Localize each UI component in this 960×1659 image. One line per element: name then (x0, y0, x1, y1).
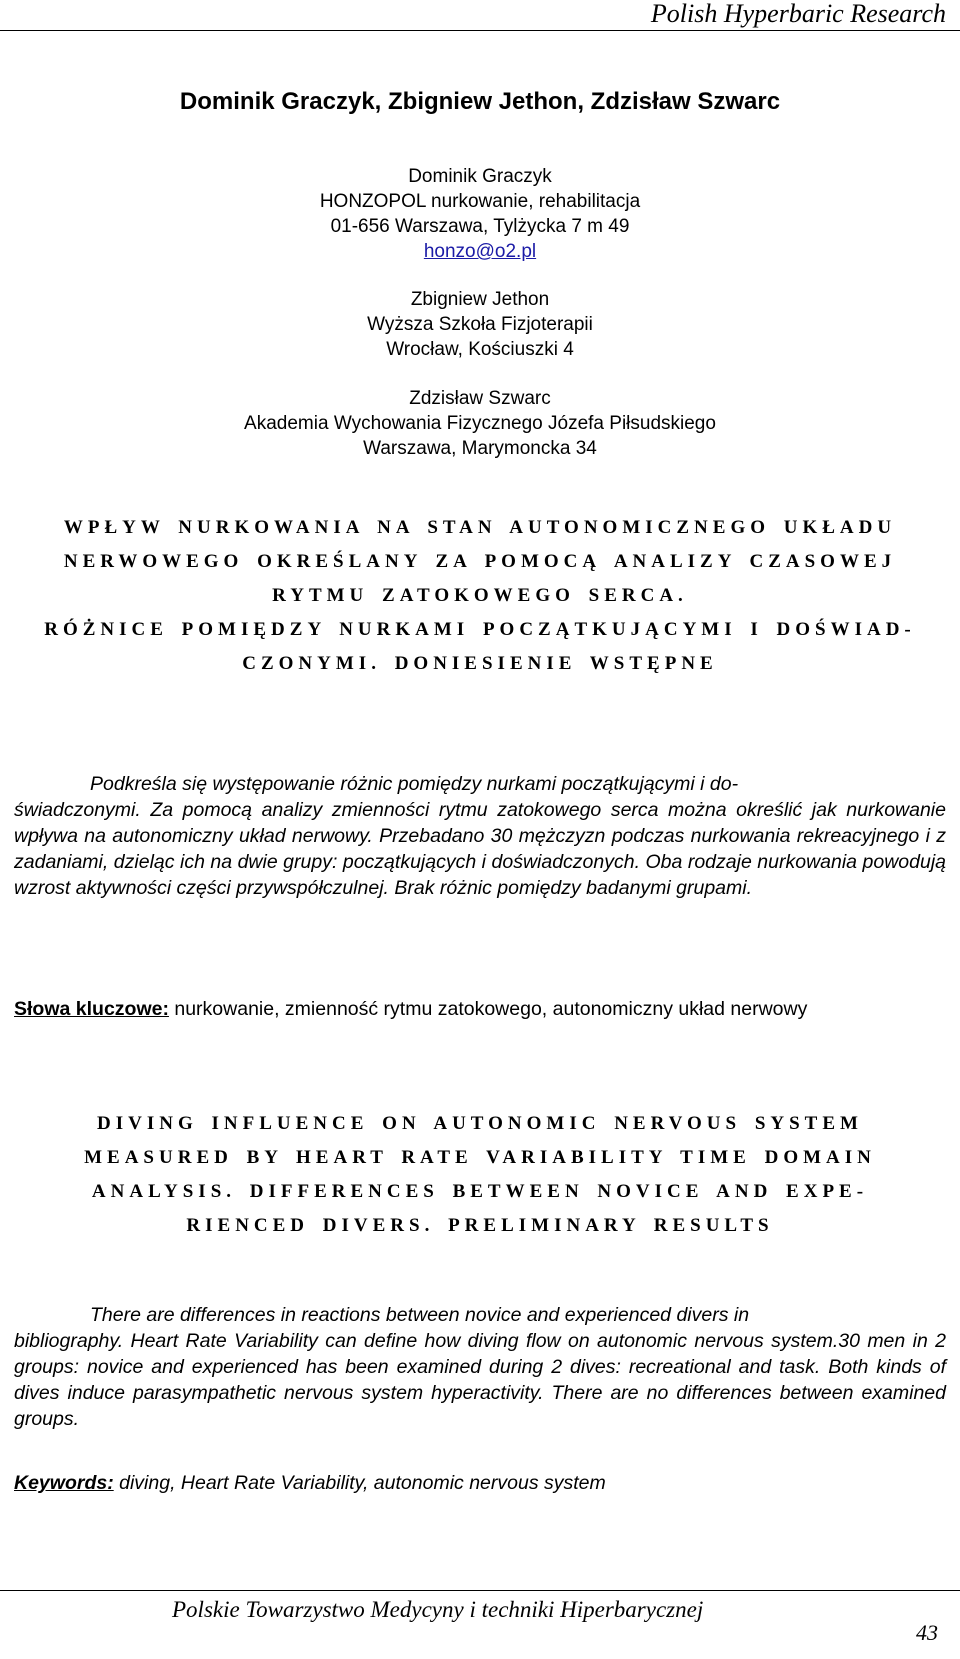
abstract-body: świadczonymi. Za pomocą analizy zmienności rytmu zatokowego serca można określić jak nurkowanie wpływa na autonomiczny układ nerwowy. Przebadano 30 mężczyzn podczas nurkowania rekreacyjnego i z zadaniami, dzieląc ich na dwie grupy: początkujących i doświadczonych. Oba rodzaje nurkowania powodują wzrost aktywności części przywspółczulnej. Brak różnic pomiędzy badanymi grupami. (14, 799, 946, 899)
affiliation-address: Warszawa, Marymoncka 34 (363, 438, 597, 459)
affiliation-name: Zdzisław Szwarc (409, 388, 551, 409)
affiliation-address: 01-656 Warszawa, Tylżycka 7 m 49 (330, 216, 630, 237)
title-line: NERWOWEGO OKREŚLANY ZA POMOCĄ ANALIZY CZASOWEJ (63, 551, 897, 572)
title-en (18, 1107, 942, 1243)
affiliation-2 (0, 287, 960, 362)
affiliation-line: Akademia Wychowania Fizycznego Józefa Piłsudskiego (244, 413, 716, 434)
journal-header: Polish Hyperbaric Research (650, 0, 946, 28)
affiliation-name: Dominik Graczyk (408, 166, 552, 187)
title-line: CZONYMI. DONIESIENIE WSTĘPNE (242, 653, 718, 674)
title-pl (18, 511, 942, 681)
abstract-first-line: Podkreśla się występowanie różnic pomiędzy nurkami początkującymi i do- (90, 773, 739, 795)
affiliation-3 (0, 386, 960, 461)
keywords-label: Keywords: (14, 1472, 114, 1494)
keywords-en (14, 1470, 946, 1496)
authors-line: Dominik Graczyk, Zbigniew Jethon, Zdzisław Szwarc (179, 88, 781, 115)
title-line: WPŁYW NURKOWANIA NA STAN AUTONOMICZNEGO UKŁADU (63, 517, 897, 538)
page-number: 43 (916, 1620, 938, 1645)
abstract-body: bibliography. Heart Rate Variability can define how diving flow on autonomic nervous system.30 men in 2 groups: novice and experienced has been examined during 2 dives: recreational and task. Both kinds of dives induce parasympathetic nervous system hyperactivity. There are no differences between examined groups. (14, 1330, 946, 1430)
keywords-text: diving, Heart Rate Variability, autonomic nervous system (113, 1472, 606, 1494)
title-line: MEASURED BY HEART RATE VARIABILITY TIME DOMAIN (84, 1147, 876, 1168)
keywords-label: Słowa kluczowe: (14, 998, 169, 1020)
abstract-pl (14, 771, 946, 901)
keywords-pl (14, 996, 946, 1022)
title-line: DIVING INFLUENCE ON AUTONOMIC NERVOUS SYSTEM (97, 1113, 863, 1134)
affiliation-address: Wrocław, Kościuszki 4 (386, 339, 574, 360)
affiliation-name: Zbigniew Jethon (410, 289, 550, 310)
header-rule (0, 30, 960, 31)
email-link[interactable]: honzo@o2.pl (423, 241, 537, 262)
footer-rule (0, 1590, 960, 1591)
affiliation-line: Wyższa Szkoła Fizjoterapii (367, 314, 593, 335)
affiliation-line: HONZOPOL nurkowanie, rehabilitacja (319, 191, 641, 212)
affiliation-1 (0, 164, 960, 264)
title-line: RÓŻNICE POMIĘDZY NURKAMI POCZĄTKUJĄCYMI I DOŚWIAD- (44, 619, 916, 640)
keywords-text: nurkowanie, zmienność rytmu zatokowego, autonomiczny układ nerwowy (168, 998, 808, 1020)
title-line: ANALYSIS. DIFFERENCES BETWEEN NOVICE AND EXPE- (91, 1181, 869, 1202)
title-line: RYTMU ZATOKOWEGO SERCA. (272, 585, 688, 606)
title-line: RIENCED DIVERS. PRELIMINARY RESULTS (186, 1215, 774, 1236)
abstract-first-line: There are differences in reactions between novice and experienced divers in (90, 1304, 750, 1326)
abstract-en (14, 1302, 946, 1432)
footer-text: Polskie Towarzystwo Medycyny i techniki Hiperbarycznej (172, 1597, 704, 1622)
